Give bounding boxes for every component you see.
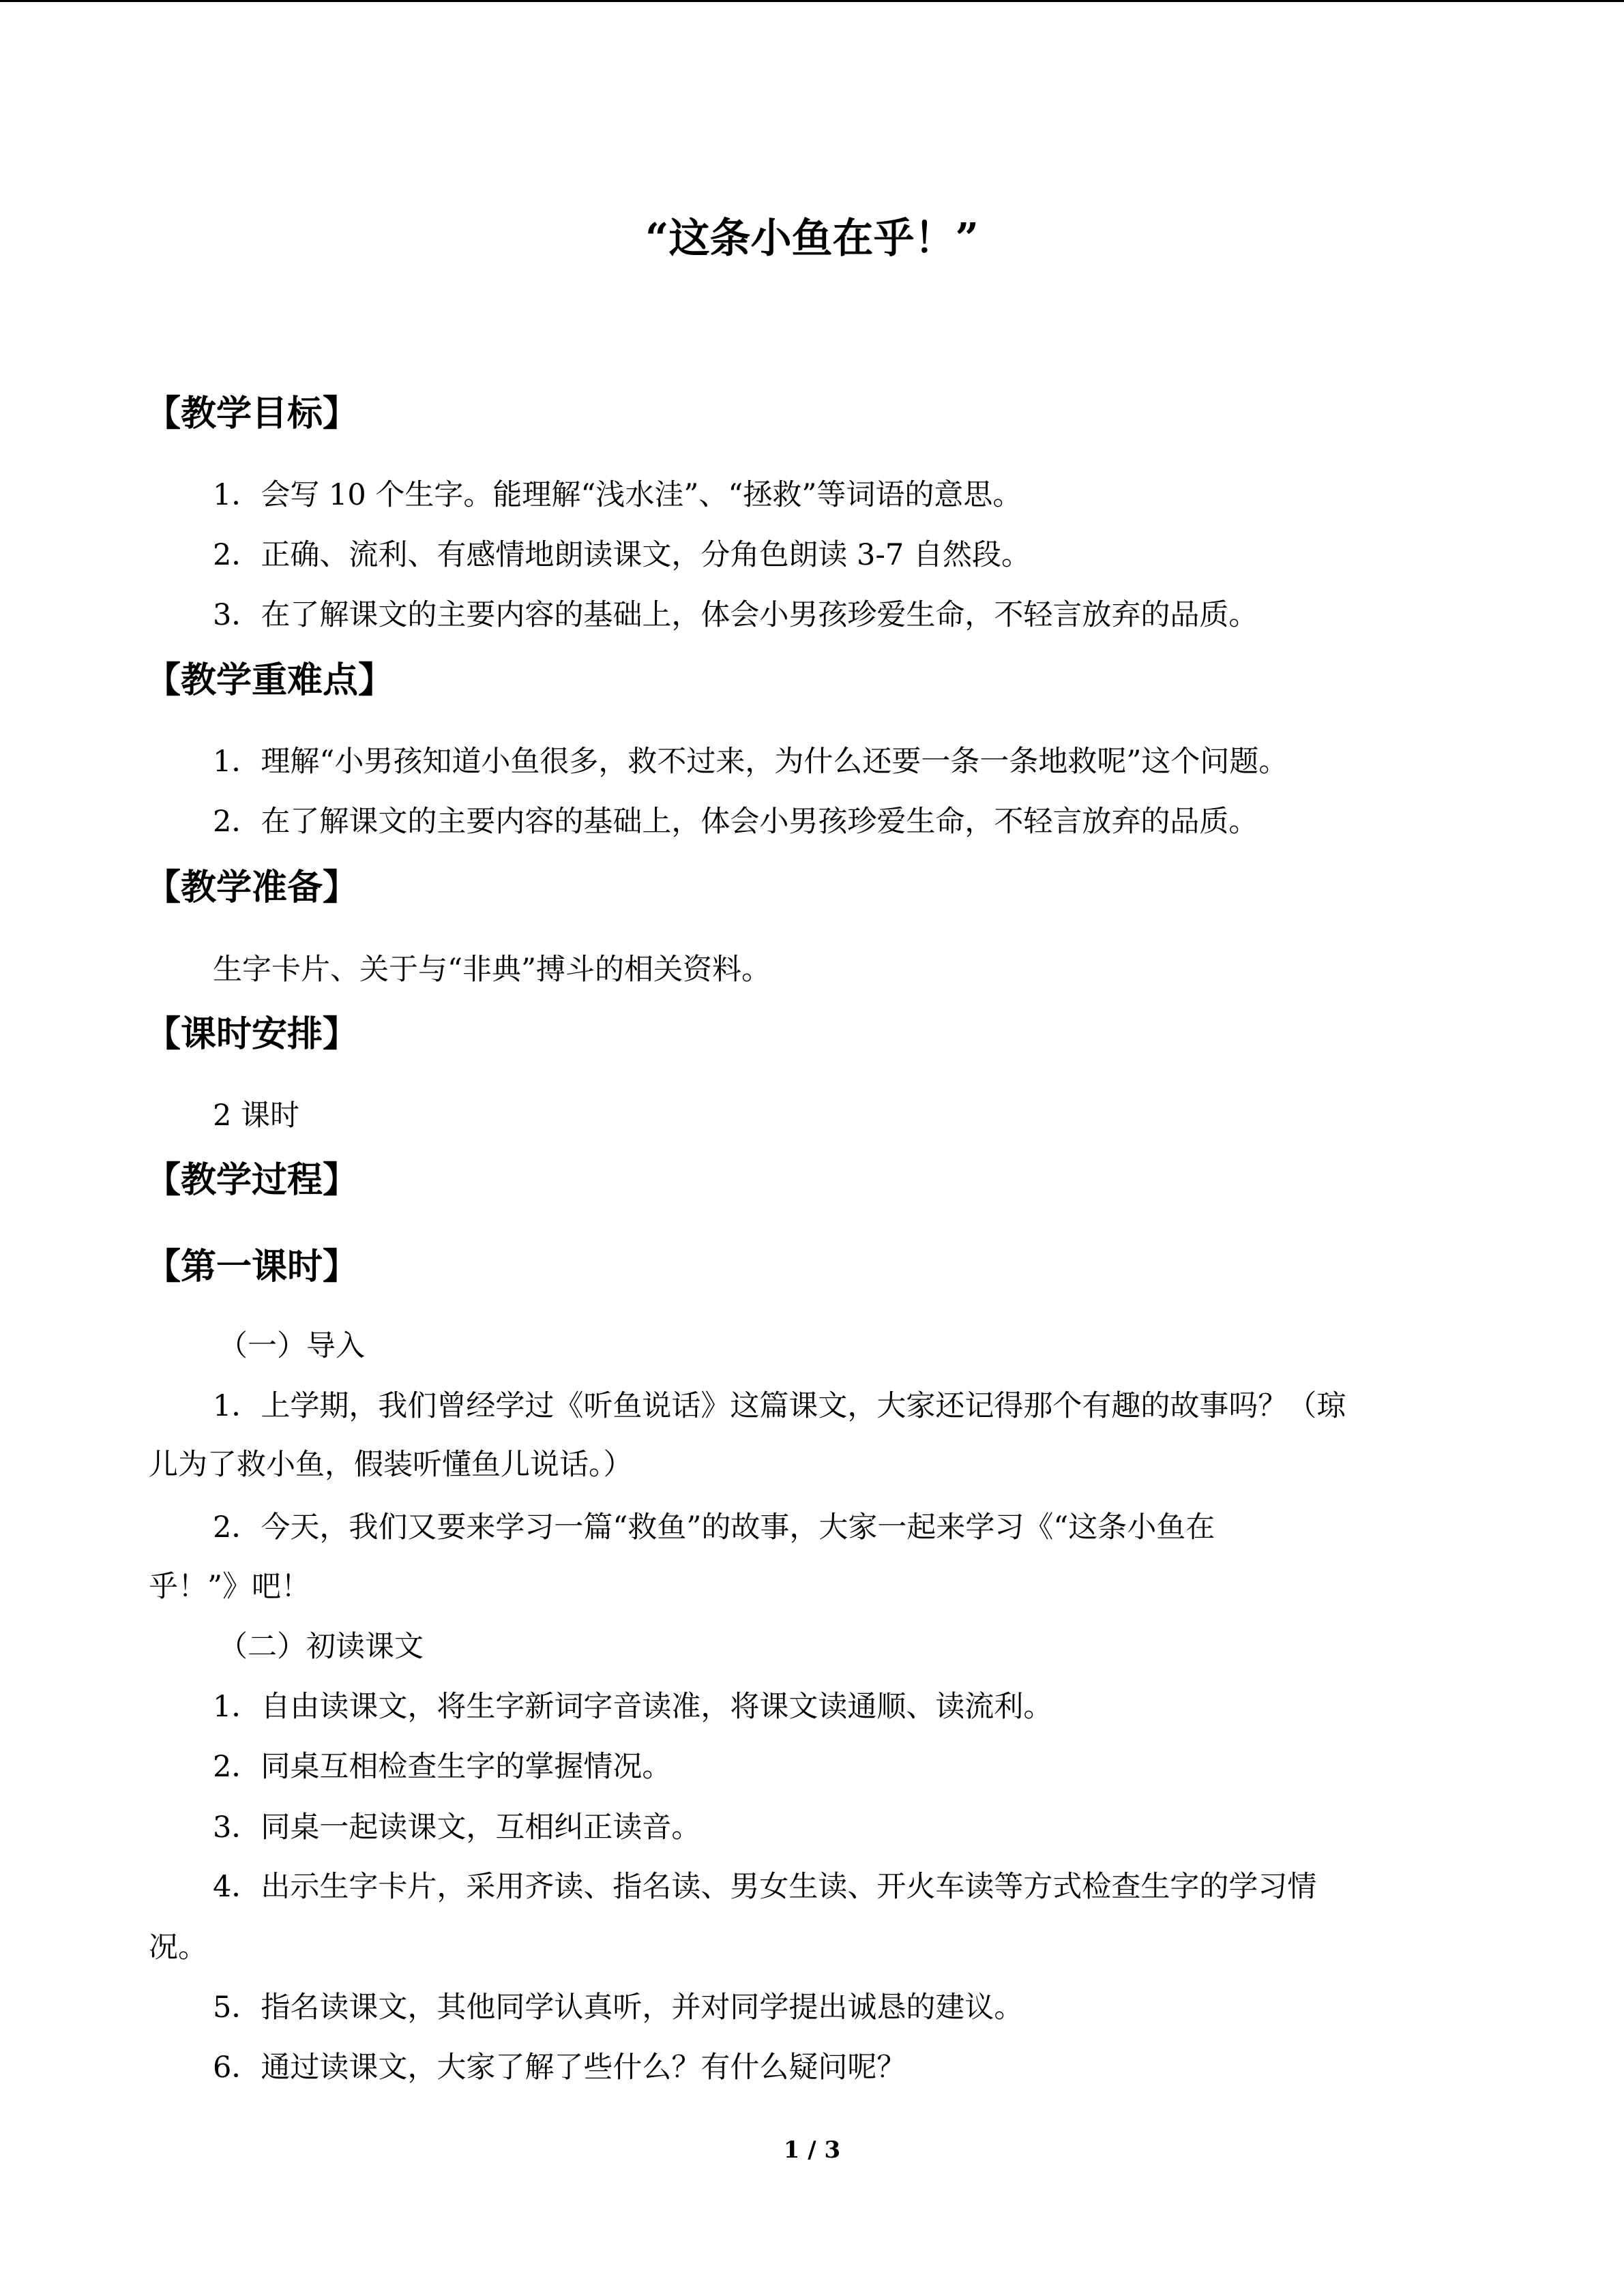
goal-item-1: 1．会写 10 个生字。能理解“浅水洼”、“拯救”等词语的意思。 xyxy=(213,478,1022,512)
intro-item-1-line-2: 儿为了救小鱼，假装听懂鱼儿说话。） xyxy=(149,1448,633,1482)
goal-item-2: 2．正确、流利、有感情地朗读课文，分角色朗读 3-7 自然段。 xyxy=(213,538,1031,572)
schedule-text: 2 课时 xyxy=(213,1099,300,1133)
key-point-item-1: 1．理解“小男孩知道小鱼很多，救不过来，为什么还要一条一条地救呢”这个问题。 xyxy=(213,745,1288,779)
page-number: 1 / 3 xyxy=(783,2136,841,2164)
reading-item-2: 2．同桌互相检查生字的掌握情况。 xyxy=(213,1750,672,1784)
heading-key-points: 【教学重难点】 xyxy=(145,659,394,701)
reading-item-5: 5．指名读课文，其他同学认真听，并对同学提出诚恳的建议。 xyxy=(213,1991,1024,2025)
reading-item-3: 3．同桌一起读课文，互相纠正读音。 xyxy=(213,1810,701,1845)
reading-item-6: 6．通过读课文，大家了解了些什么？有什么疑问呢？ xyxy=(213,2051,906,2085)
reading-item-4-line-2: 况。 xyxy=(149,1930,207,1965)
intro-item-1-line-1: 1．上学期，我们曾经学过《听鱼说话》这篇课文，大家还记得那个有趣的故事吗？（琼 xyxy=(213,1389,1346,1423)
document-title: “这条小鱼在乎！” xyxy=(645,215,979,263)
heading-teaching-goals: 【教学目标】 xyxy=(145,393,359,434)
preparation-text: 生字卡片、关于与“非典”搏斗的相关资料。 xyxy=(213,953,771,987)
section-intro-title: （一）导入 xyxy=(218,1329,365,1363)
key-point-item-2: 2．在了解课文的主要内容的基础上，体会小男孩珍爱生命，不轻言放弃的品质。 xyxy=(213,805,1258,839)
heading-teaching-process: 【教学过程】 xyxy=(145,1159,359,1201)
goal-item-3: 3．在了解课文的主要内容的基础上，体会小男孩珍爱生命，不轻言放弃的品质。 xyxy=(213,598,1258,632)
reading-item-4-line-1: 4．出示生字卡片，采用齐读、指名读、男女生读、开火车读等方式检查生字的学习情 xyxy=(213,1870,1317,1904)
intro-item-2-line-1: 2．今天，我们又要来学习一篇“救鱼”的故事，大家一起来学习《“这条小鱼在 xyxy=(213,1510,1215,1545)
heading-schedule: 【课时安排】 xyxy=(145,1013,359,1055)
reading-item-1: 1．自由读课文，将生字新词字音读准，将课文读通顺、读流利。 xyxy=(213,1690,1053,1724)
intro-item-2-line-2: 乎！”》吧！ xyxy=(149,1570,310,1604)
heading-lesson-one: 【第一课时】 xyxy=(145,1246,359,1287)
section-first-reading-title: （二）初读课文 xyxy=(218,1630,424,1664)
heading-preparation: 【教学准备】 xyxy=(145,867,359,908)
